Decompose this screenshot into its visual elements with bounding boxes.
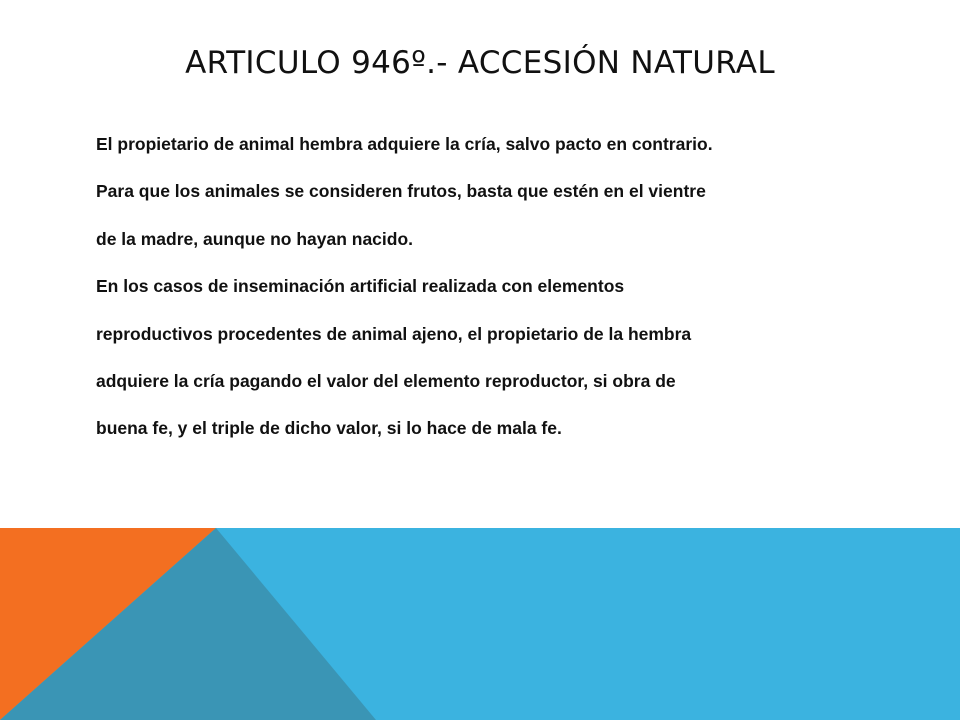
slide-title: ARTICULO 946º.- ACCESIÓN NATURAL [185,45,775,81]
body-line: El propietario de animal hembra adquiere la cría, salvo pacto en contrario. [96,134,713,154]
body-line: En los casos de inseminación artificial realizada con elementos [96,276,625,297]
body-line: de la madre, aunque no hayan nacido. [96,228,414,249]
orange-triangle [0,528,216,720]
body-line: reproductivos procedentes de animal ajeno, el propietario de la hembra [96,323,692,344]
body-line: Para que los animales se consideren frutos, basta que estén en el vientre [96,181,706,202]
body-line: buena fe, y el triple de dicho valor, si lo hace de mala fe. [96,418,562,439]
blue-band [0,528,960,720]
slide-body [96,121,896,453]
body-line: adquiere la cría pagando el valor del elemento reproductor, si obra de [96,370,676,391]
teal-triangle [0,528,376,720]
